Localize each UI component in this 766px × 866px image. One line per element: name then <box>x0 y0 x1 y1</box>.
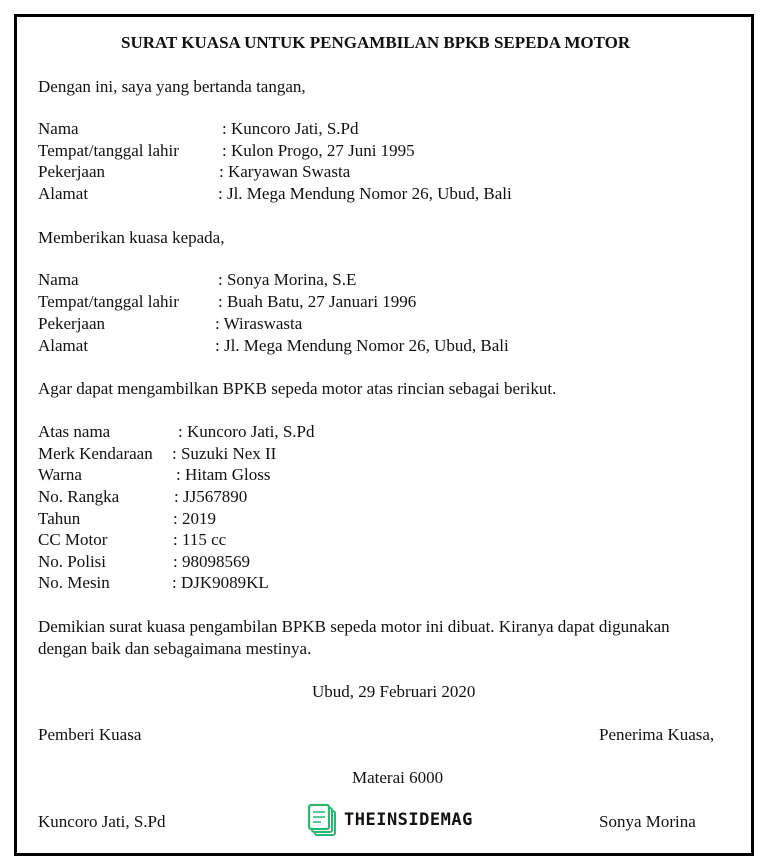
penerima-ttl-label: Tempat/tanggal lahir <box>38 292 179 311</box>
kendaraan-atas-nama-label: Atas nama <box>38 422 111 441</box>
closing-line-2: dengan baik dan sebagaimana mestinya. <box>38 639 312 658</box>
kendaraan-polisi-label: No. Polisi <box>38 552 107 571</box>
kendaraan-tahun-value: : 2019 <box>173 509 216 528</box>
kendaraan-mesin-label: No. Mesin <box>38 573 110 592</box>
kendaraan-mesin-value: : DJK9089KL <box>172 573 269 592</box>
pemberi-nama-label: Nama <box>38 119 79 138</box>
pemberi-alamat-value: : Jl. Mega Mendung Nomor 26, Ubud, Bali <box>218 184 512 203</box>
pemberi-nama-value: : Kuncoro Jati, S.Pd <box>222 119 359 138</box>
penerima-ttl-value: : Buah Batu, 27 Januari 1996 <box>218 292 417 311</box>
pemberi-alamat-label: Alamat <box>38 184 89 203</box>
kendaraan-cc-label: CC Motor <box>38 530 108 549</box>
penerima-pekerjaan-label: Pekerjaan <box>38 314 106 333</box>
pemberi-ttl-label: Tempat/tanggal lahir <box>38 141 179 160</box>
kendaraan-atas-nama-value: : Kuncoro Jati, S.Pd <box>178 422 315 441</box>
kendaraan-rangka-value: : JJ567890 <box>174 487 248 506</box>
watermark-text: THEINSIDEMAG <box>344 810 473 830</box>
penerima-signature-name: Sonya Morina <box>599 812 696 831</box>
kendaraan-cc-value: : 115 cc <box>173 530 227 549</box>
kendaraan-tahun-label: Tahun <box>38 509 81 528</box>
closing-line-1: Demikian surat kuasa pengambilan BPKB sepeda motor ini dibuat. Kiranya dapat digunakan <box>38 617 670 636</box>
pemberi-pekerjaan-value: : Karyawan Swasta <box>219 162 351 181</box>
kendaraan-merk-value: : Suzuki Nex II <box>172 444 277 463</box>
penerima-kuasa-label: Penerima Kuasa, <box>599 725 715 744</box>
purpose-text: Agar dapat mengambilkan BPKB sepeda motor atas rincian sebagai berikut. <box>38 379 557 398</box>
pemberi-ttl-value: : Kulon Progo, 27 Juni 1995 <box>222 141 415 160</box>
document-title: SURAT KUASA UNTUK PENGAMBILAN BPKB SEPEDA MOTOR <box>121 33 631 52</box>
document-stack-icon <box>306 803 340 837</box>
pemberi-kuasa-label: Pemberi Kuasa <box>38 725 142 744</box>
intro-text: Dengan ini, saya yang bertanda tangan, <box>38 77 306 96</box>
penerima-alamat-label: Alamat <box>38 336 89 355</box>
kendaraan-merk-label: Merk Kendaraan <box>38 444 153 463</box>
penerima-pekerjaan-value: : Wiraswasta <box>215 314 303 333</box>
kuasa-intro-text: Memberikan kuasa kepada, <box>38 228 225 247</box>
penerima-alamat-value: : Jl. Mega Mendung Nomor 26, Ubud, Bali <box>215 336 509 355</box>
pemberi-pekerjaan-label: Pekerjaan <box>38 162 106 181</box>
kendaraan-rangka-label: No. Rangka <box>38 487 120 506</box>
kendaraan-polisi-value: : 98098569 <box>173 552 250 571</box>
penerima-nama-label: Nama <box>38 270 79 289</box>
materai-text: Materai 6000 <box>352 768 444 787</box>
penerima-nama-value: : Sonya Morina, S.E <box>218 270 357 289</box>
kendaraan-warna-value: : Hitam Gloss <box>176 465 271 484</box>
kendaraan-warna-label: Warna <box>38 465 82 484</box>
place-date: Ubud, 29 Februari 2020 <box>312 682 476 701</box>
watermark-logo <box>306 802 473 838</box>
pemberi-signature-name: Kuncoro Jati, S.Pd <box>38 812 166 831</box>
